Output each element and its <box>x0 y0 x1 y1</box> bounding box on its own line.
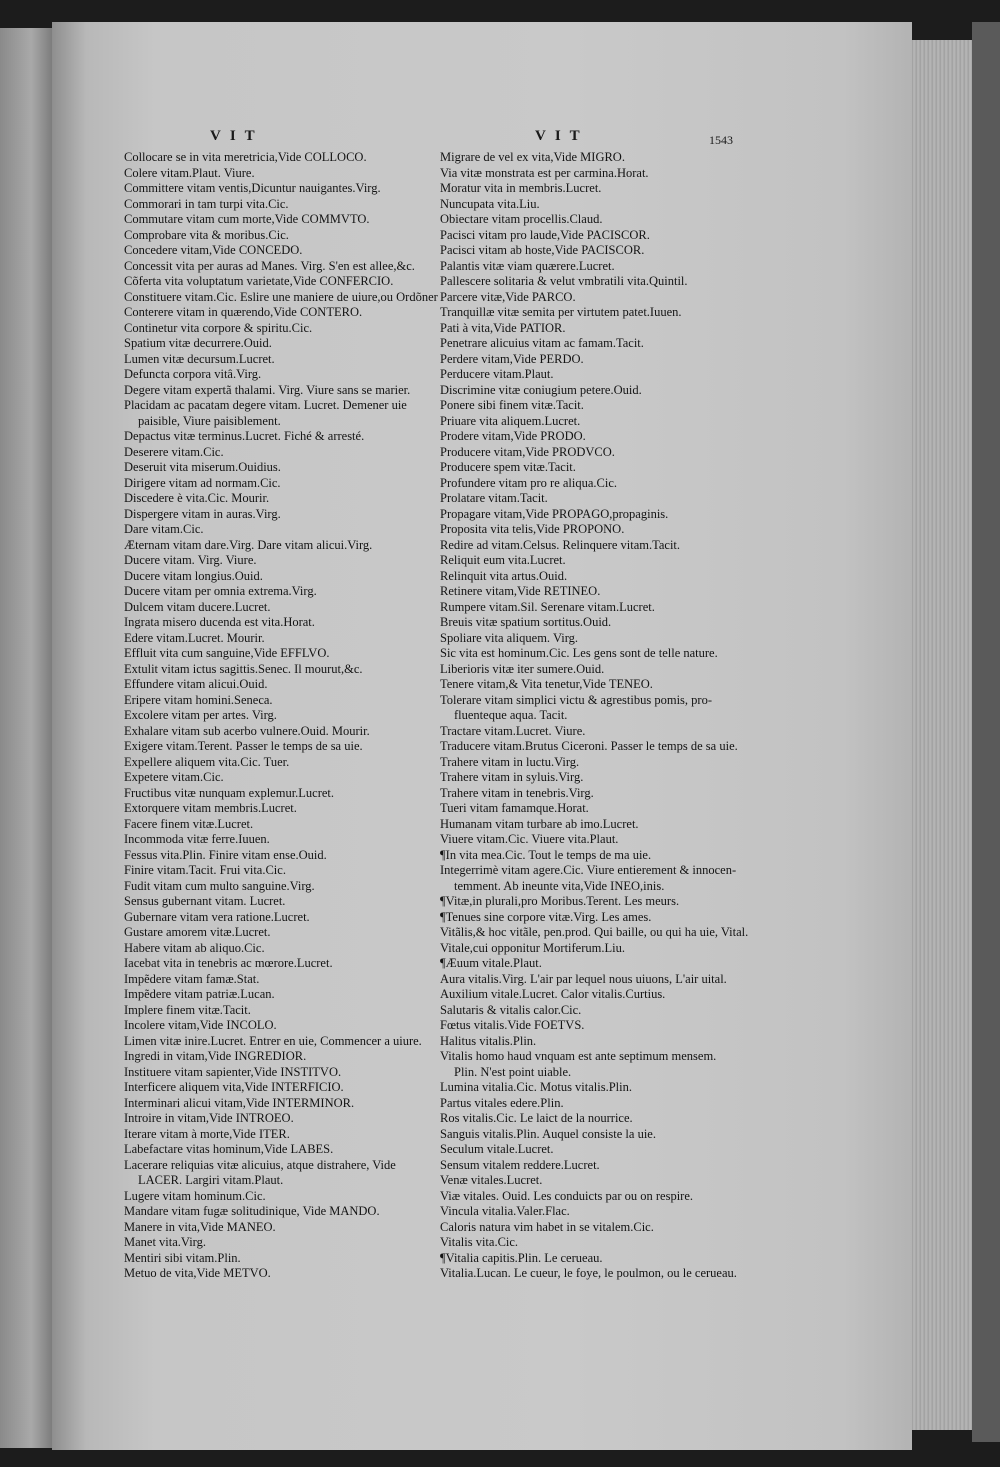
entry-line: Relinquit vita artus.Ouid. <box>440 568 568 583</box>
entry-line: Tranquillæ vitæ semita per virtutem patet.Iuuen. <box>440 305 682 319</box>
entry-line: Liberioris vitæ iter sumere.Ouid. <box>440 661 605 676</box>
entry-line: Lacerare reliquias vitæ alicuius, atque distrahere, Vide <box>124 1157 396 1172</box>
entry-line: Sic vita est hominum.Cic. Les gens sont de telle nature. <box>440 646 718 660</box>
entry-line: Edere vitam.Lucret. Mourir. <box>124 630 265 645</box>
book-cover-edge <box>972 22 1000 1442</box>
entry-line: Reliquit eum vita.Lucret. <box>440 553 566 567</box>
entry-line: Degere vitam expertã thalami. Virg. Viure sans se marier. <box>124 382 411 397</box>
entry-line: Seculum vitale.Lucret. <box>440 1142 554 1156</box>
entry-line: Concessit vita per auras ad Manes. Virg. S'en est allee,&c. <box>124 258 415 273</box>
entry-line: Ducere vitam longius.Ouid. <box>124 568 263 583</box>
entry-line: ¶In vita mea.Cic. Tout le temps de ma uie. <box>440 847 652 862</box>
entry-line: Exigere vitam.Terent. Passer le temps de sa uie. <box>124 739 363 753</box>
entry-line: Profundere vitam pro re aliqua.Cic. <box>440 475 618 490</box>
entry-line: Aura vitalis.Virg. L'air par lequel nous uiuons, L'air uital. <box>440 971 727 986</box>
entry-line: Pati à vita,Vide PATIOR. <box>440 320 566 335</box>
entry-line: Ducere vitam per omnia extrema.Virg. <box>124 584 317 598</box>
entry-line: Perdere vitam,Vide PERDO. <box>440 351 584 366</box>
entry-line: Expellere aliquem vita.Cic. Tuer. <box>124 754 290 769</box>
entry-line: Plin. N'est point uiable. <box>454 1064 572 1079</box>
entry-line: Instituere vitam sapienter,Vide INSTITVO. <box>124 1064 342 1079</box>
entry-line: Iacebat vita in tenebris ac mœrore.Lucret. <box>124 956 333 970</box>
entry-line: Fœtus vitalis.Vide FOETVS. <box>440 1018 585 1032</box>
entry-line: Impẽdere vitam famæ.Stat. <box>124 971 260 986</box>
entry-line: Incolere vitam,Vide INCOLO. <box>124 1018 277 1032</box>
entry-line: Limen vitæ inire.Lucret. Entrer en uie, Commencer a uiure. <box>124 1033 422 1048</box>
entry-line: Tolerare vitam simplici victu & agrestibus pomis, pro- <box>440 692 712 707</box>
entry-line: Propagare vitam,Vide PROPAGO,propaginis. <box>440 506 669 521</box>
entry-line: Ducere vitam. Virg. Viure. <box>124 553 257 567</box>
entry-line: Æternam vitam dare.Virg. Dare vitam alicui.Virg. <box>124 537 373 552</box>
entry-line: Traducere vitam.Brutus Ciceroni. Passer le temps de sa uie. <box>440 739 738 753</box>
entry-line: fluenteque aqua. Tacit. <box>454 708 568 722</box>
entry-line: Dulcem vitam ducere.Lucret. <box>124 599 271 614</box>
entry-line: Commorari in tam turpi vita.Cic. <box>124 196 289 211</box>
entry-line: Trahere vitam in luctu.Virg. <box>440 754 580 769</box>
entry-line: Proposita vita telis,Vide PROPONO. <box>440 522 625 536</box>
entry-line: Commutare vitam cum morte,Vide COMMVTO. <box>124 212 370 226</box>
entry-line: Pacisci vitam pro laude,Vide PACISCOR. <box>440 227 650 242</box>
entry-line: LACER. Largiri vitam.Plaut. <box>138 1173 284 1187</box>
entry-line: Incommoda vitæ ferre.Iuuen. <box>124 832 270 846</box>
entry-line: Habere vitam ab aliquo.Cic. <box>124 940 265 955</box>
entry-line: Iterare vitam à morte,Vide ITER. <box>124 1126 290 1141</box>
entry-line: Extorquere vitam membris.Lucret. <box>124 801 297 815</box>
entry-line: Vitalis vita.Cic. <box>440 1235 519 1249</box>
entry-line: Vitalia.Lucan. Le cueur, le foye, le poulmon, ou le cerueau. <box>440 1266 737 1280</box>
entry-line: ¶Æuum vitale.Plaut. <box>440 956 542 970</box>
entry-line: Interficere aliquem vita,Vide INTERFICIO. <box>124 1080 344 1094</box>
entry-line: Deserere vitam.Cic. <box>124 444 224 459</box>
entry-line: Parcere vitæ,Vide PARCO. <box>440 289 576 304</box>
entry-line: Ingredi in vitam,Vide INGREDIOR. <box>124 1049 307 1063</box>
entry-line: temment. Ab ineunte vita,Vide INEO,inis. <box>454 878 665 893</box>
entry-line: Finire vitam.Tacit. Frui vita.Cic. <box>124 863 286 877</box>
left-page-edge <box>0 28 52 1448</box>
entry-line: ¶Tenues sine corpore vitæ.Virg. Les ames. <box>440 909 652 924</box>
entry-line: Discedere è vita.Cic. Mourir. <box>124 491 270 505</box>
entry-line: Redire ad vitam.Celsus. Relinquere vitam.Tacit. <box>440 537 681 552</box>
entry-line: Gustare amorem vitæ.Lucret. <box>124 925 271 939</box>
entry-line: Pallescere solitaria & velut vmbratili vita.Quintil. <box>440 274 688 288</box>
entry-line: Moratur vita in membris.Lucret. <box>440 181 602 195</box>
entry-line: Lumina vitalia.Cic. Motus vitalis.Plin. <box>440 1080 633 1094</box>
entry-line: Perducere vitam.Plaut. <box>440 367 554 381</box>
entry-line: Fudit vitam cum multo sanguine.Virg. <box>124 878 315 893</box>
entry-line: Humanam vitam turbare ab imo.Lucret. <box>440 816 639 831</box>
right-column <box>440 150 760 1282</box>
entry-line: Vitalis homo haud vnquam est ante septimum mensem. <box>440 1049 717 1063</box>
entry-line: paisible, Viure paisiblement. <box>138 413 281 428</box>
entry-line: Metuo de vita,Vide METVO. <box>124 1266 271 1280</box>
entry-line: Retinere vitam,Vide RETINEO. <box>440 584 601 598</box>
entry-line: Mentiri sibi vitam.Plin. <box>124 1250 241 1265</box>
entry-line: Trahere vitam in tenebris.Virg. <box>440 785 594 800</box>
entry-line: Prolatare vitam.Tacit. <box>440 491 548 505</box>
entry-line: Facere finem vitæ.Lucret. <box>124 816 254 831</box>
entry-line: Ingrata misero ducenda est vita.Horat. <box>124 615 315 629</box>
entry-line: Placidam ac pacatam degere vitam. Lucret. Demener uie <box>124 398 407 412</box>
entry-line: Deseruit vita miserum.Ouidius. <box>124 460 281 474</box>
entry-line: Gubernare vitam vera ratione.Lucret. <box>124 909 310 924</box>
entry-line: Effundere vitam alicui.Ouid. <box>124 677 268 691</box>
entry-line: Dispergere vitam in auras.Virg. <box>124 506 281 521</box>
entry-line: Cõferta vita voluptatum varietate,Vide CONFERCIO. <box>124 274 394 288</box>
entry-line: Ros vitalis.Cic. Le laict de la nourrice. <box>440 1111 633 1125</box>
entry-line: Salutaris & vitalis calor.Cic. <box>440 1002 582 1017</box>
entry-line: Sensus gubernant vitam. Lucret. <box>124 894 286 908</box>
entry-line: Mandare vitam fugæ solitudinique, Vide MANDO. <box>124 1204 380 1218</box>
entry-line: Nuncupata vita.Liu. <box>440 196 540 211</box>
entry-line: Comprobare vita & moribus.Cic. <box>124 227 289 242</box>
entry-line: Halitus vitalis.Plin. <box>440 1033 537 1048</box>
entry-line: Continetur vita corpore & spiritu.Cic. <box>124 320 313 335</box>
entry-line: Sensum vitalem reddere.Lucret. <box>440 1157 600 1172</box>
entry-line: Fructibus vitæ nunquam explemur.Lucret. <box>124 785 335 800</box>
entry-line: Lumen vitæ decursum.Lucret. <box>124 351 275 366</box>
entry-line: Defuncta corpora vitâ.Virg. <box>124 367 262 381</box>
entry-line: Effluit vita cum sanguine,Vide EFFLVO. <box>124 646 330 660</box>
entry-line: Manet vita.Virg. <box>124 1235 206 1249</box>
entry-line: Migrare de vel ex vita,Vide MIGRO. <box>440 150 625 164</box>
entry-line: Dare vitam.Cic. <box>124 522 204 536</box>
entry-line: Penetrare alicuius vitam ac famam.Tacit. <box>440 336 644 350</box>
entry-line: Palantis vitæ viam quærere.Lucret. <box>440 258 615 273</box>
running-head-left: VIT <box>210 128 264 144</box>
entry-line: Obiectare vitam procellis.Claud. <box>440 212 603 226</box>
entry-line: Breuis vitæ spatium sortitus.Ouid. <box>440 615 612 629</box>
entry-line: Excolere vitam per artes. Virg. <box>124 708 277 722</box>
entry-line: Labefactare vitas hominum,Vide LABES. <box>124 1142 334 1156</box>
entry-line: Caloris natura vim habet in se vitalem.Cic. <box>440 1219 654 1234</box>
entry-line: Eripere vitam homini.Seneca. <box>124 692 273 707</box>
entry-line: Collocare se in vita meretricia,Vide COLLOCO. <box>124 150 367 164</box>
running-head-right: VIT <box>535 128 589 144</box>
entry-line: Tractare vitam.Lucret. Viure. <box>440 723 586 738</box>
entry-line: Committere vitam ventis,Dicuntur nauigantes.Virg. <box>124 181 381 195</box>
entry-line: Extulit vitam ictus sagittis.Senec. Il mourut,&c. <box>124 661 363 676</box>
page-number: 1543 <box>709 133 733 147</box>
entry-line: ¶Vitalia capitis.Plin. Le cerueau. <box>440 1250 603 1265</box>
entry-line: Integerrimè vitam agere.Cic. Viure entierement & innocen- <box>440 863 737 877</box>
entry-line: Ponere sibi finem vitæ.Tacit. <box>440 398 584 412</box>
entry-line: Interminari alicui vitam,Vide INTERMINOR. <box>124 1095 355 1110</box>
entry-line: Spatium vitæ decurrere.Ouid. <box>124 336 272 350</box>
entry-line: Pacisci vitam ab hoste,Vide PACISCOR. <box>440 243 645 257</box>
entry-line: Implere finem vitæ.Tacit. <box>124 1002 251 1017</box>
entry-line: Colere vitam.Plaut. Viure. <box>124 165 255 180</box>
entry-line: Tueri vitam famamque.Horat. <box>440 801 589 815</box>
entry-line: Tenere vitam,& Vita tenetur,Vide TENEO. <box>440 677 653 691</box>
entry-line: Conterere vitam in quærendo,Vide CONTERO. <box>124 305 363 319</box>
entry-line: Concedere vitam,Vide CONCEDO. <box>124 243 303 257</box>
entry-line: Sanguis vitalis.Plin. Auquel consiste la uie. <box>440 1126 656 1141</box>
entry-line: Depactus vitæ terminus.Lucret. Fiché & arresté. <box>124 429 365 443</box>
entry-line: Dirigere vitam ad normam.Cic. <box>124 475 281 490</box>
entry-line: Constituere vitam.Cic. Eslire une maniere de uiure,ou Ordõner <box>124 289 438 304</box>
entry-line: Introire in vitam,Vide INTROEO. <box>124 1111 294 1125</box>
entry-line: Viuere vitam.Cic. Viuere vita.Plaut. <box>440 832 619 846</box>
entry-line: Producere vitam,Vide PRODVCO. <box>440 444 615 459</box>
entry-line: Viæ vitales. Ouid. Les conduicts par ou on respire. <box>440 1188 694 1203</box>
entry-line: Impẽdere vitam patriæ.Lucan. <box>124 987 275 1001</box>
entry-line: Priuare vita aliquem.Lucret. <box>440 413 581 428</box>
entry-line: Trahere vitam in syluis.Virg. <box>440 770 584 784</box>
entry-line: Vincula vitalia.Valer.Flac. <box>440 1204 570 1218</box>
entry-line: Via vitæ monstrata est per carmina.Horat. <box>440 165 649 180</box>
entry-line: Spoliare vita aliquem. Virg. <box>440 630 579 645</box>
entry-line: Partus vitales edere.Plin. <box>440 1095 564 1110</box>
entry-line: Vitãlis,& hoc vitãle, pen.prod. Qui baille, ou qui ha uie, Vital. <box>440 925 749 939</box>
entry-line: Fessus vita.Plin. Finire vitam ense.Ouid. <box>124 847 327 862</box>
entry-line: Auxilium vitale.Lucret. Calor vitalis.Curtius. <box>440 987 666 1001</box>
entry-line: Rumpere vitam.Sil. Serenare vitam.Lucret. <box>440 599 655 614</box>
entry-line: Lugere vitam hominum.Cic. <box>124 1188 266 1203</box>
entry-line: Producere spem vitæ.Tacit. <box>440 460 576 474</box>
entry-line: ¶Vitæ,in plurali,pro Moribus.Terent. Les meurs. <box>440 894 680 908</box>
entry-line: Vitale,cui opponitur Mortiferum.Liu. <box>440 940 625 955</box>
left-column <box>124 150 444 1282</box>
entry-line: Prodere vitam,Vide PRODO. <box>440 429 586 443</box>
entry-line: Exhalare vitam sub acerbo vulnere.Ouid. Mourir. <box>124 723 370 738</box>
entry-line: Venæ vitales.Lucret. <box>440 1173 543 1187</box>
entry-line: Expetere vitam.Cic. <box>124 770 224 784</box>
entry-line: Discrimine vitæ coniugium petere.Ouid. <box>440 382 642 397</box>
entry-line: Manere in vita,Vide MANEO. <box>124 1219 276 1234</box>
